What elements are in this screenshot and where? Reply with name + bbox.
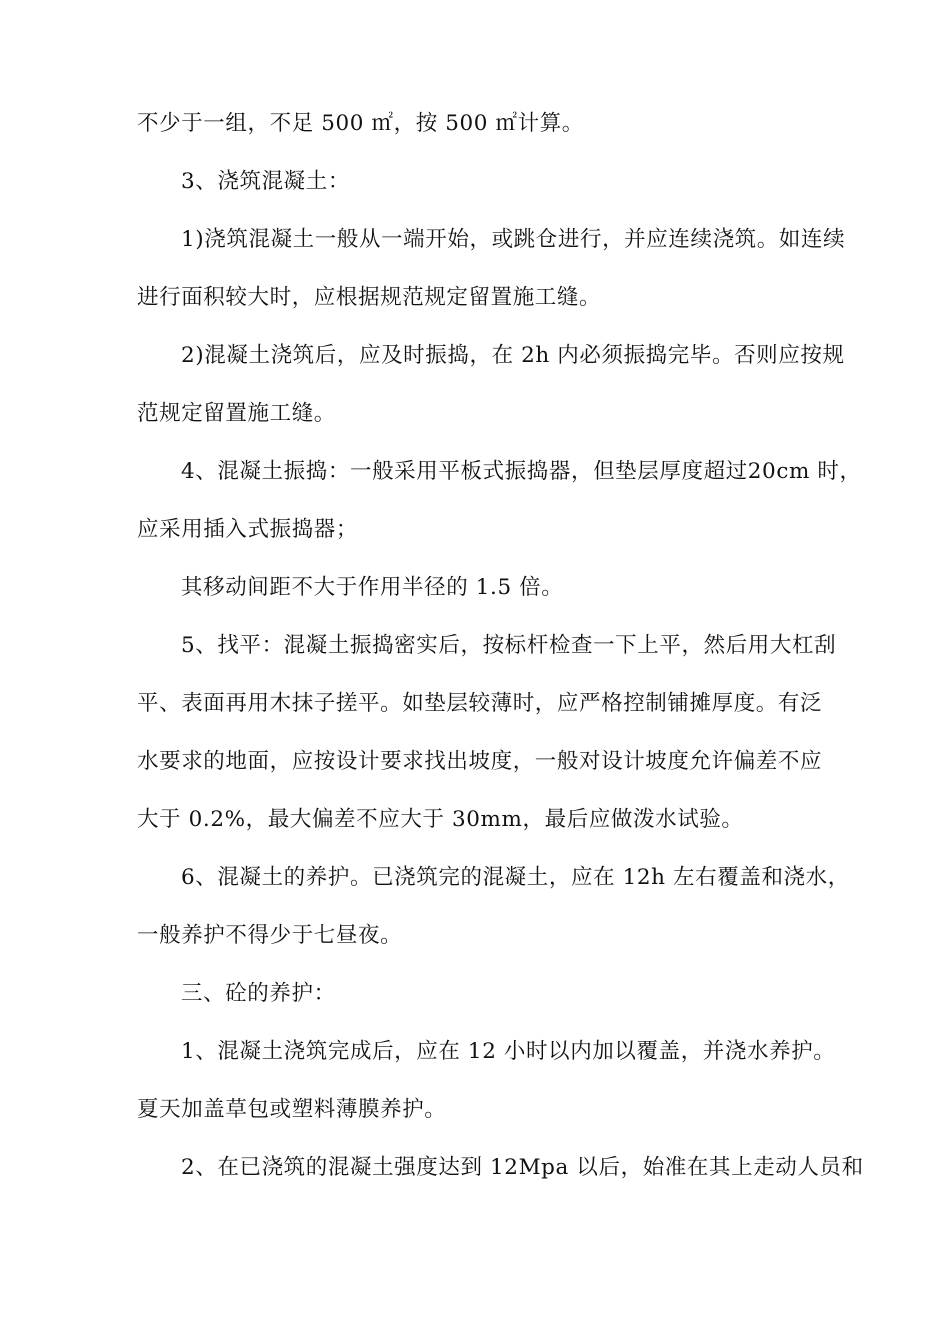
text-line: 2、在已浇筑的混凝土强度达到 12Mpa 以后，始准在其上走动人员和 <box>181 1155 864 1180</box>
text-line: 平、表面再用木抹子搓平。如垫层较薄时，应严格控制铺摊厚度。有泛 <box>137 691 823 716</box>
text-line: 夏天加盖草包或塑料薄膜养护。 <box>137 1097 447 1122</box>
text-line: 6、混凝土的养护。已浇筑完的混凝土，应在 12h 左右覆盖和浇水， <box>181 865 850 890</box>
text-line: 应采用插入式振捣器； <box>137 517 359 542</box>
text-line: 2)混凝土浇筑后，应及时振捣，在 2h 内必须振捣完毕。否则应按规 <box>181 343 845 368</box>
text-line: 不少于一组，不足 500 ㎡，按 500 ㎡计算。 <box>137 111 584 136</box>
section-heading: 3、浇筑混凝土： <box>181 169 350 194</box>
text-line: 其移动间距不大于作用半径的 1.5 倍。 <box>181 575 564 600</box>
text-line: 1)浇筑混凝土一般从一端开始，或跳仓进行，并应连续浇筑。如连续 <box>181 227 846 252</box>
text-line: 4、混凝土振捣：一般采用平板式振捣器，但垫层厚度超过20cm 时， <box>181 459 862 484</box>
text-line: 大于 0.2%，最大偏差不应大于 30mm，最后应做泼水试验。 <box>137 807 744 832</box>
text-line: 一般养护不得少于七昼夜。 <box>137 923 403 948</box>
text-line: 1、混凝土浇筑完成后，应在 12 小时以内加以覆盖，并浇水养护。 <box>181 1039 836 1064</box>
section-heading: 三、砼的养护： <box>181 981 336 1006</box>
text-line: 进行面积较大时，应根据规范规定留置施工缝。 <box>137 285 602 310</box>
text-line: 5、找平：混凝土振捣密实后，按标杆检查一下上平，然后用大杠刮 <box>181 633 837 658</box>
text-line: 范规定留置施工缝。 <box>137 401 336 426</box>
text-line: 水要求的地面，应按设计要求找出坡度，一般对设计坡度允许偏差不应 <box>137 749 823 774</box>
